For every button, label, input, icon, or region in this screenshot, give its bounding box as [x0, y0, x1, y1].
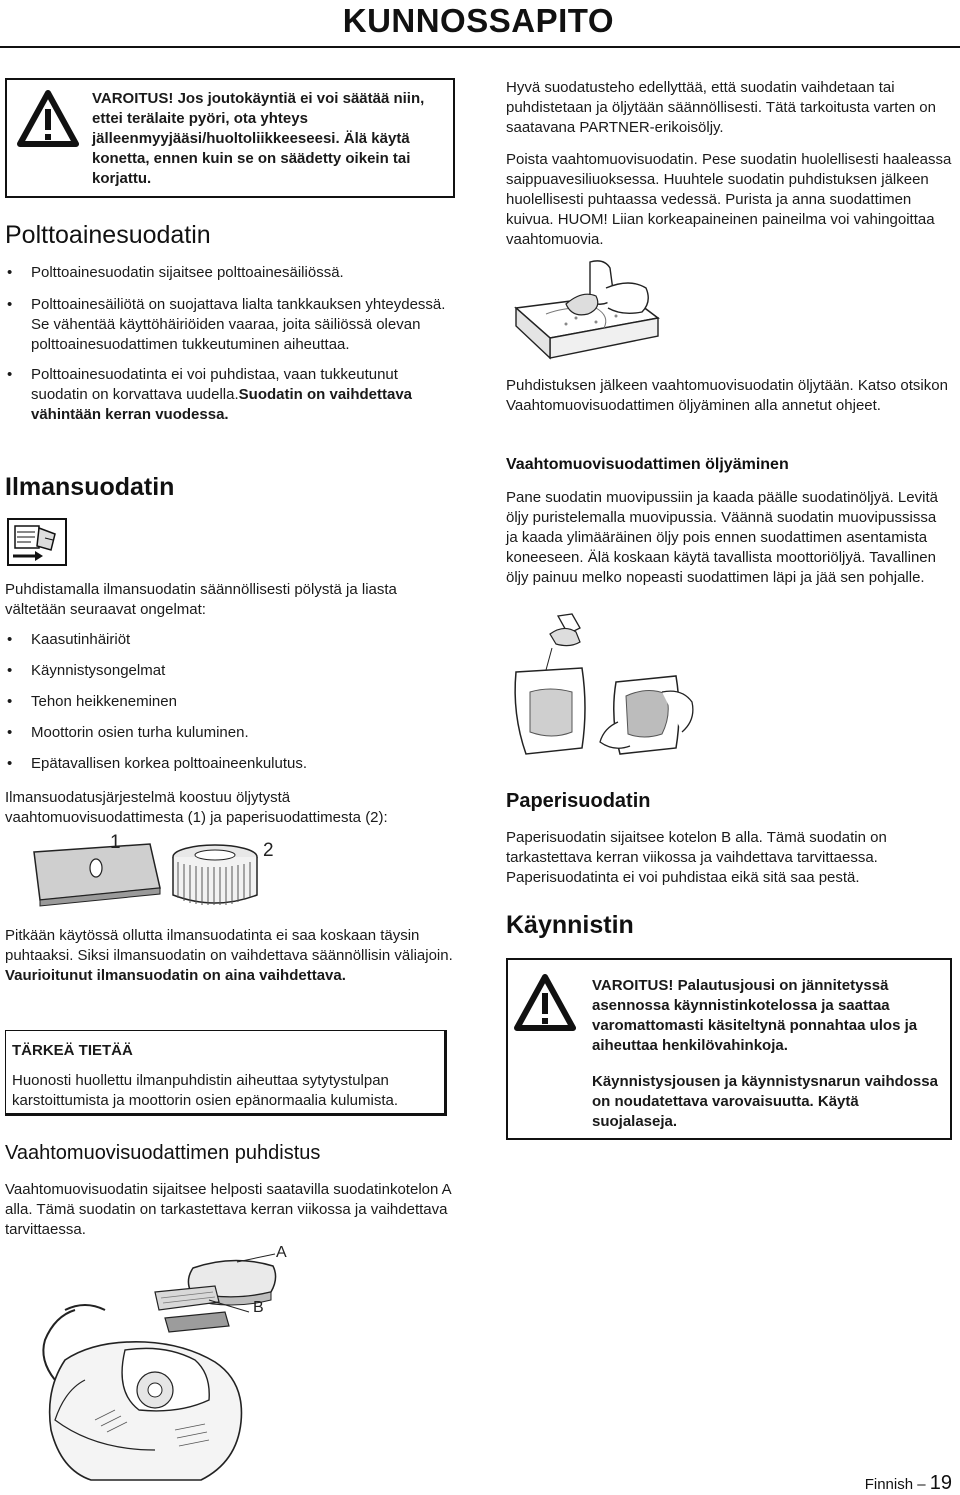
- washing-filter-illustration: [506, 258, 666, 368]
- starter-warning-body: Palautusjousi on jännitetyssä asennossa käynnistinkotelossa ja saattaa varomattomasti käsiteltynä ponnahtaa ulos ja aiheuttaa henkilövahinkoja.: [592, 977, 918, 1054]
- label-2: 2: [263, 840, 274, 861]
- paper-filter-heading: Paperisuodatin: [506, 790, 651, 812]
- label-1: 1: [110, 832, 121, 853]
- warning-triangle-icon: [514, 974, 576, 1032]
- right-after-clean: Puhdistuksen jälkeen vaahtomuovisuodatin öljytään. Katso otsikon Vaahtomuovisuodattimen öljyäminen alla annetut ohjeet.: [506, 377, 948, 414]
- air-filter-problems-list: [5, 630, 455, 774]
- starter-heading: Käynnistin: [506, 911, 634, 939]
- air-filter-intro: Puhdistamalla ilmansuodatin säännöllisesti pölystä ja liasta vältetään seuraavat ongelmat:: [5, 581, 397, 618]
- page-footer: [865, 1472, 952, 1495]
- list-item: • Polttoainesäiliötä on suojattava lialta tankkauksen yhteydessä. Se vähentää käyttöhäiriöiden vaaraa, joita säiliössä olevan polttoainesuodattimen tukkeutuminen aiheuttaa.: [5, 295, 455, 355]
- header-rule: [0, 46, 960, 48]
- long-use-bold: Vaurioitunut ilmansuodatin on aina vaihdettava.: [5, 967, 346, 984]
- air-system-text: Ilmansuodatusjärjestelmä koostuu öljytystä vaahtomuovisuodattimesta (1) ja paperisuodattimesta (2):: [5, 789, 388, 826]
- warning-triangle-icon: [17, 90, 79, 148]
- footer-dash: –: [917, 1476, 926, 1493]
- list-item: • Epätavallisen korkea polttoaineenkulutus.: [5, 754, 455, 774]
- air-filter-parts-illustration: [30, 830, 300, 910]
- important-text: Huonosti huollettu ilmanpuhdistin aiheuttaa sytytystulpan karstoittumista ja moottorin osien epänormaalia kulumista.: [12, 1072, 399, 1109]
- idle-warning-text: [92, 89, 447, 189]
- list-item: • Tehon heikkeneminen: [5, 692, 455, 712]
- page-header: [0, 0, 960, 50]
- paper-filter-text: Paperisuodatin sijaitsee kotelon B alla. Tämä suodatin on tarkastettava kerran viikossa ja vaihdettava tarvittaessa. Paperisuodatinta ei voi puhdistaa eikä sitä saa pestä.: [506, 829, 887, 886]
- fuel-filter-heading: Polttoainesuodatin: [5, 221, 211, 249]
- starter-warning-prefix: VAROITUS!: [592, 977, 674, 994]
- page-number: 19: [929, 1472, 952, 1494]
- starter-warning-box: [506, 958, 952, 1140]
- page-title: KUNNOSSAPITO: [342, 2, 614, 39]
- long-use-text: [5, 926, 455, 986]
- list-item: • Polttoainesuodatin sijaitsee polttoainesäiliössä.: [5, 263, 455, 283]
- idle-warning-box: [5, 78, 455, 198]
- fuel-filter-list: [5, 263, 455, 425]
- oiling-illustration: [506, 612, 696, 762]
- oiling-heading: Vaahtomuovisuodattimen öljyäminen: [506, 456, 789, 473]
- saw-drawing: [5, 1240, 315, 1490]
- warning-body: Jos joutokäyntiä ei voi säätää niin, ettei terälaite pyöri, ota yhteys jälleenmyyjääsi/huoltoliikkeeseesi. Älä käytä konetta, ennen kuin se on säädetty oikein tai korjattu.: [92, 90, 425, 187]
- air-filter-heading: Ilmansuodatin: [5, 473, 175, 501]
- important-box: [5, 1030, 447, 1116]
- fuel-filter-note-bold: Suodatin on vaihdettava vähintään kerran vuodessa.: [31, 386, 413, 423]
- long-use-plain: Pitkään käytössä ollutta ilmansuodatinta ei saa koskaan täysin puhtaaksi. Siksi ilmansuodatin on vaihdettava säännöllisin väliajoin.: [5, 927, 453, 964]
- important-title: TÄRKEÄ TIETÄÄ: [12, 1042, 133, 1059]
- read-manual-icon: [7, 518, 67, 566]
- foam-cleaning-text: Vaahtomuovisuodatin sijaitsee helposti saatavilla suodatinkotelon A alla. Tämä suodatin on tarkastettava kerran viikossa ja vaihdettava tarvittaessa.: [5, 1181, 451, 1238]
- warning-prefix: VAROITUS!: [92, 90, 174, 107]
- foam-cleaning-heading: Vaahtomuovisuodattimen puhdistus: [5, 1142, 321, 1164]
- label-a: A: [276, 1244, 287, 1261]
- list-item: • Käynnistysongelmat: [5, 661, 455, 681]
- fuel-filter-note: Polttoainesuodatinta ei voi puhdistaa, vaan tukkeutunut suodatin on korvattava uudella.: [31, 366, 398, 403]
- list-item: • Kaasutinhäiriöt: [5, 630, 455, 650]
- filter-parts-drawing: [30, 830, 300, 910]
- starter-warning-text-2: Käynnistysjousen ja käynnistysnarun vaihdossa on noudatettava varovaisuutta. Käytä suojalaseja.: [592, 1073, 938, 1130]
- oiling-text: Pane suodatin muovipussiin ja kaada päälle suodatinöljyä. Levitä öljy puristelemalla muovipussia. Väännä suodatin muovipussissa ja kaada ylimääräinen öljy pois ennen suodattimen asentamista koneeseen. Älä koskaan käytä tavallista moottoriöljyä. Tavallinen öljy painuu melko nopeasti suodattimen läpi ja jää sen pohjalle.: [506, 489, 938, 586]
- starter-warning-text: [592, 976, 942, 1056]
- right-washing: Poista vaahtomuovisuodatin. Pese suodatin huolellisesti haaleassa saippuavesiliuoksessa. Huuhtele suodatin puhdistuksen jälkeen huolellisesti puhtaassa vedessä. Purista ja anna suodattimen kuivua. HUOM! Liian korkeapaineinen paineilma voi vahingoittaa vaahtomuovia.: [506, 151, 952, 248]
- label-b: B: [253, 1299, 264, 1316]
- saw-filter-illustration: [5, 1240, 315, 1490]
- footer-language: Finnish: [864, 1476, 914, 1493]
- list-item: [5, 365, 455, 425]
- list-item: • Moottorin osien turha kuluminen.: [5, 723, 455, 743]
- right-intro: Hyvä suodatusteho edellyttää, että suodatin vaihdetaan tai puhdistetaan ja öljytään säännöllisesti. Tätä tarkoitusta varten on saatavana PARTNER-erikoisöljy.: [506, 79, 936, 136]
